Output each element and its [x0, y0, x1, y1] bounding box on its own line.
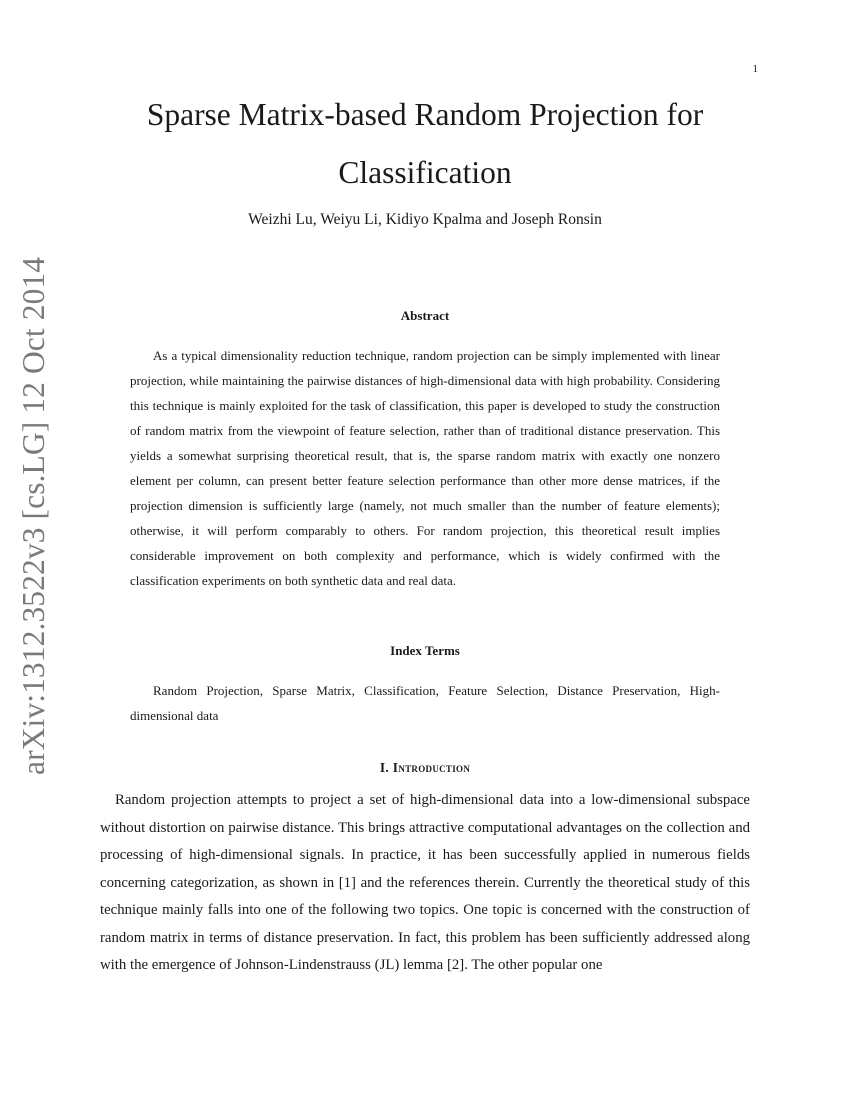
introduction-text: Random projection attempts to project a set of high-dimensional data into a low-dimensional subspace without distortion on pairwise distance. This brings attractive computational advantages on the collection and processing of high-dimensional signals. In practice, it has been successfully applied in numerous fields concerning categorization, as shown in [1] and the references therein. Currently the theoretical study of this technique mainly falls into one of the following two topics. One topic is concerned with the construction of random matrix in terms of distance preservation. In fact, this problem has been sufficiently addressed along with the emergence of Johnson-Lindenstrauss (JL) lemma [2]. The other popular one: [100, 792, 750, 973]
abstract-heading: Abstract: [400, 308, 450, 323]
page-number: 1: [752, 63, 758, 75]
author-list: Weizhi Lu, Weiyu Li, Kidiyo Kpalma and Joseph Ronsin: [248, 211, 602, 228]
introduction-heading: I. Introduction: [379, 760, 471, 775]
abstract-text: As a typical dimensionality reduction technique, random projection can be simply implemented with linear projection, while maintaining the pairwise distances of high-dimensional data with high probability. Considering this technique is mainly exploited for the task of classification, this paper is developed to study the construction of random matrix from the viewpoint of feature selection, rather than of traditional distance preservation. This yields a somewhat surprising theoretical result, that is, the sparse random matrix with exactly one nonzero element per column, can present better feature selection performance than other more dense matrices, if the projection dimension is sufficiently large (namely, not much smaller than the number of feature elements); otherwise, it will perform comparably to others. For random projection, this theoretical result implies considerable improvement on both complexity and performance, which is widely confirmed with the classification experiments on both synthetic data and real data.: [130, 348, 720, 588]
index-terms-heading: Index Terms: [390, 643, 460, 658]
index-terms-text: Random Projection, Sparse Matrix, Classification, Feature Selection, Distance Preservation, High-dimensional data: [130, 683, 720, 723]
arxiv-identifier: arXiv:1312.3522v3 [cs.LG] 12 Oct 2014: [16, 256, 51, 775]
paper-title: Sparse Matrix-based Random Projection for Classification: [146, 97, 704, 190]
